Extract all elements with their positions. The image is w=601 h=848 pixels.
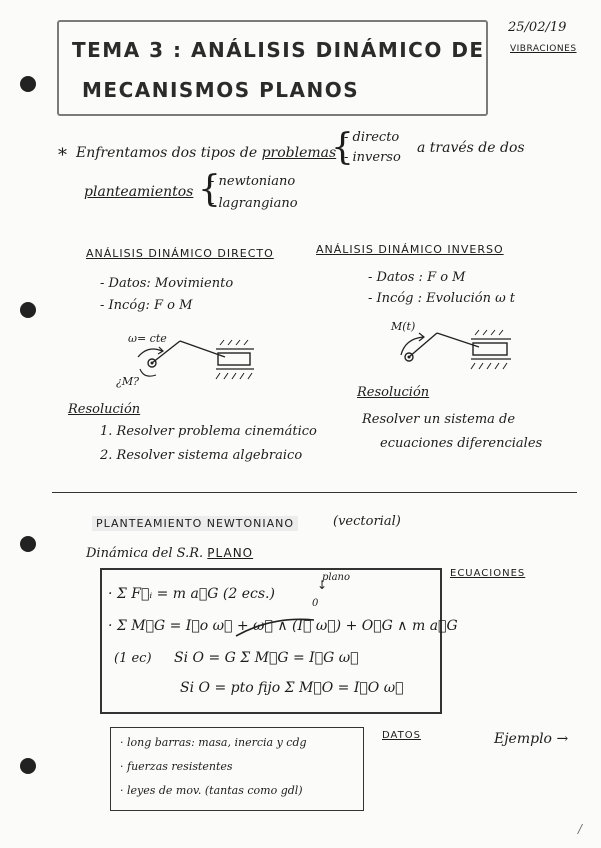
inverso-datos: - Datos : F o M [368,270,466,285]
directo-mechanism-sketch [130,335,270,385]
datos-item-1: · long barras: masa, inercia y cdg [120,736,307,749]
directo-incog: - Incóg: F o M [100,298,193,313]
margin-mark: / [578,822,583,836]
plano-note: plano [322,572,351,583]
directo-omega-label: ω= cte [128,332,167,345]
section-divider [52,492,577,493]
intro-planteamientos: planteamientos [84,184,194,200]
down-arrow-icon: ↓ [317,578,328,592]
newton-subheading-word: PLANO [207,546,254,560]
zero-note: 0 [312,598,319,609]
datos-item-3: · leyes de mov. (tantas como gdl) [120,784,303,797]
newton-heading-note: (vectorial) [333,514,401,529]
branch-newtoniano: - newtoniano [210,174,296,189]
datos-item-2: · fuerzas resistentes [120,760,233,773]
directo-step1: 1. Resolver problema cinemático [100,424,317,439]
intro-line1-start: Enfrentamos dos tipos de [76,145,258,161]
newton-subheading-prefix: Dinámica del S.R. [86,546,204,561]
strike-through-mark [232,614,318,640]
brace-problemas: { [331,127,354,168]
binder-hole-bottom [20,758,36,774]
equation-1: · Σ F⃗ᵢ = m a⃗G (2 ecs.) [108,586,275,602]
ecuaciones-label: ECUACIONES [450,568,526,579]
inverso-text-line2: ecuaciones diferenciales [380,436,543,451]
binder-hole-top [20,76,36,92]
inverso-resolucion-heading: Resolución [357,385,430,400]
directo-m-label: ¿M? [116,375,140,388]
title-line-1: TEMA 3 : ANÁLISIS DINÁMICO DE [72,38,485,62]
branch-inverso: - inverso [344,150,401,165]
inverso-text-line1: Resolver un sistema de [362,412,516,427]
directo-heading: ANÁLISIS DINÁMICO DIRECTO [86,247,274,260]
branch-lagrangiano: - lagrangiano [210,196,298,211]
directo-datos: - Datos: Movimiento [100,276,234,291]
binder-hole-lower [20,536,36,552]
inverso-heading: ANÁLISIS DINÁMICO INVERSO [316,243,504,256]
equation-3: Si O = G Σ M⃗G = I⃗G ω⃗ [174,650,359,666]
date: 25/02/19 [508,20,567,35]
inverso-mechanism-sketch [395,325,525,375]
intro-problemas: problemas [261,145,337,161]
newton-heading: PLANTEAMIENTO NEWTONIANO [92,516,298,531]
directo-step2: 2. Resolver sistema algebraico [100,448,303,463]
binder-hole-upper [20,302,36,318]
ec-tag: (1 ec) [114,651,152,666]
branch-directo: - directo [344,130,400,145]
equation-2: · Σ M⃗G = I⃗o ω⃗ + ω⃗ ∧ (I⃗ ω⃗) + O⃗G ∧ m a⃗G [108,618,458,634]
title-line-2: MECANISMOS PLANOS [82,78,360,102]
subject: VIBRACIONES [510,44,577,54]
inverso-m-label: M(t) [391,320,416,333]
brace-planteamientos: { [198,169,221,210]
intro-bullet: * [58,145,67,166]
ejemplo-link: Ejemplo → [494,731,569,747]
inverso-incog: - Incóg : Evolución ω t [368,291,516,306]
directo-resolucion-heading: Resolución [68,402,141,417]
equation-4: Si O = pto fijo Σ M⃗O = I⃗O ω⃗ [180,680,404,696]
intro-line1-end: a través de dos [417,140,525,156]
datos-label: DATOS [382,730,421,741]
